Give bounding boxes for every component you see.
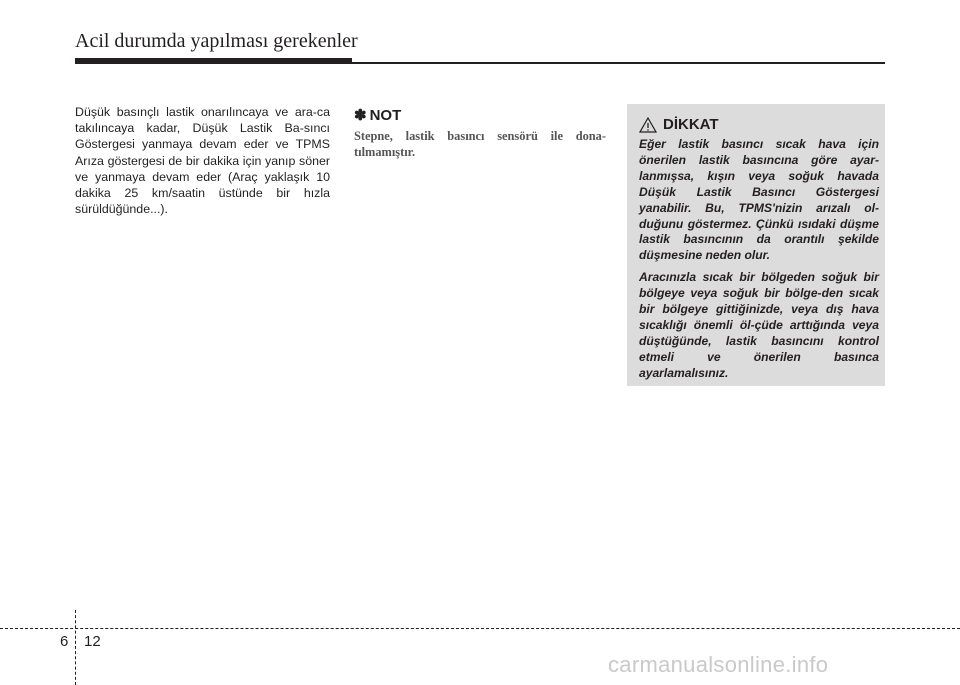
caution-paragraph-1: Eğer lastik basıncı sıcak hava için önerilen lastik basıncına göre ayar-lanmışsa, kışın veya soğuk havada Düşük Lastik Basıncı Göstergesi yanabilir. Bu, TPMS'nizin arızalı ol-duğunu göstermez. Çünkü ısıdaki düşme lastik basıncının da orantılı şekilde düşmesine neden olur. bbox=[639, 137, 879, 263]
caution-paragraph-2: Aracınızla sıcak bir bölgeden soğuk bir bölgeye veya soğuk bir bölge-den sıcak bir bölgeye gittiğinizde, veya dış hava sıcaklığı önemli öl-çüde arttığında veya düştüğünde, lastik basıncını kontrol etmeli ve önerilen basınca ayarlamalısınız. bbox=[639, 270, 879, 380]
body-paragraph: Düşük basınçlı lastik onarılıncaya ve ara-ca takılıncaya kadar, Düşük Lastik Ba-sıncı Göstergesi yanmaya devam eder ve TPMS Arıza göstergesi de bir dakika için yanıp söner ve yanmaya devam eder (Araç yaklaşık 10 dakika 25 km/saatin üstünde bir hızla sürüldüğünde...). bbox=[75, 105, 330, 217]
caution-heading bbox=[639, 116, 879, 133]
header-rule-thick bbox=[75, 58, 352, 64]
page-number: 12 bbox=[84, 633, 101, 650]
footer-vertical-rule bbox=[75, 610, 76, 685]
note-box bbox=[354, 106, 606, 160]
warning-triangle-icon bbox=[639, 117, 657, 133]
note-text: Stepne, lastik basıncı sensörü ile dona-tılmamıştır. bbox=[354, 129, 606, 159]
footer-rule bbox=[0, 628, 960, 629]
watermark: carmanualsonline.info bbox=[608, 652, 829, 677]
note-heading bbox=[354, 106, 606, 124]
note-title: NOT bbox=[369, 106, 402, 124]
chapter-number: 6 bbox=[60, 633, 69, 650]
caution-title: DİKKAT bbox=[663, 116, 719, 133]
caution-box bbox=[627, 104, 885, 386]
header-rule-thin bbox=[352, 62, 885, 64]
asterisk-icon: ✽ bbox=[354, 107, 367, 124]
page-title: Acil durumda yapılması gerekenler bbox=[75, 30, 358, 52]
